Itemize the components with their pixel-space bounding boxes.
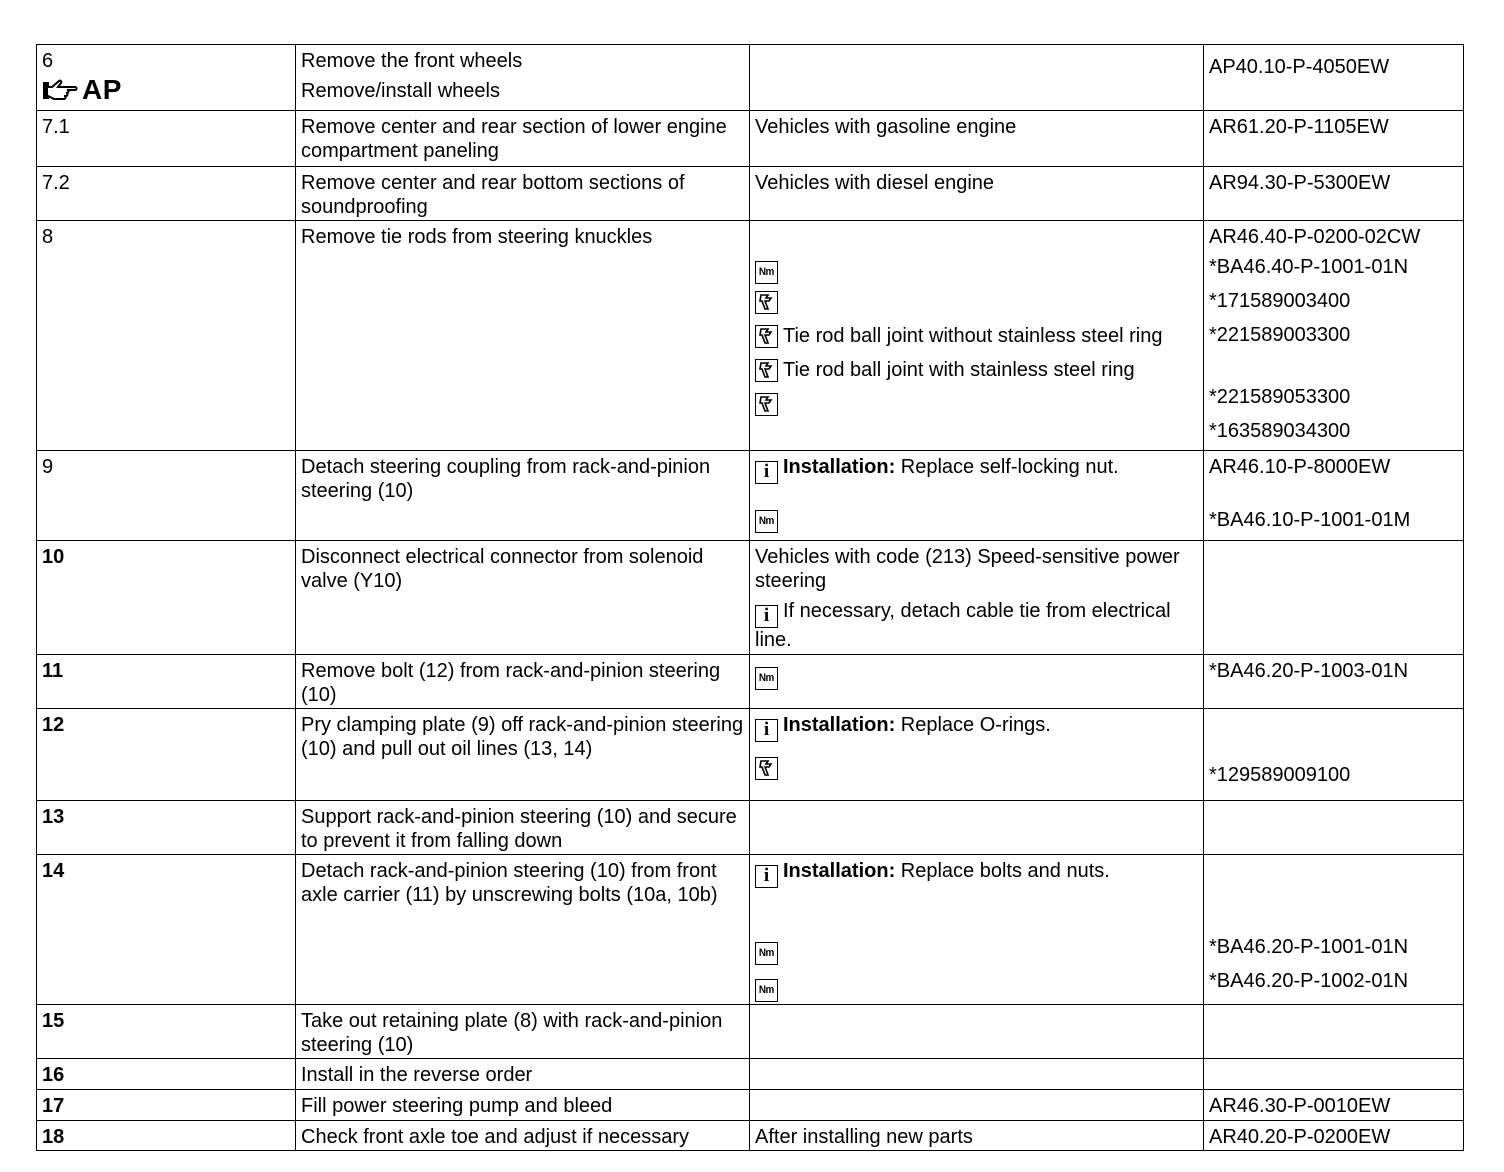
special-tool-icon[interactable] xyxy=(755,359,778,382)
step-number: 7.2 xyxy=(37,167,296,221)
table-row xyxy=(37,1059,1464,1090)
info-icon[interactable]: i xyxy=(755,865,778,888)
note-text: If necessary, detach cable tie from electrical line. xyxy=(755,600,1171,651)
reference-cell xyxy=(1204,801,1464,855)
reference-cell xyxy=(1204,221,1464,451)
reference-link[interactable]: *BA46.40-P-1001-01N xyxy=(1209,256,1409,278)
operation-text: Remove bolt (12) from rack-and-pinion steering (10) xyxy=(296,655,750,709)
step-number: 16 xyxy=(37,1059,296,1090)
reference-link[interactable]: *BA46.20-P-1002-01N xyxy=(1209,970,1409,992)
reference-link[interactable]: *129589009100 xyxy=(1209,764,1351,786)
remark-text: Tie rod ball joint without stainless steel ring xyxy=(783,325,1163,347)
step-cell xyxy=(37,45,296,111)
remark-text: After installing new parts xyxy=(750,1121,1204,1151)
torque-icon[interactable]: Nm xyxy=(755,510,778,533)
remark-cell xyxy=(750,451,1204,541)
reference-link[interactable]: AR46.40-P-0200-02CW xyxy=(1209,226,1421,248)
operation-cell xyxy=(296,45,750,111)
info-icon[interactable]: i xyxy=(755,719,778,742)
table-row xyxy=(37,1005,1464,1059)
table-row xyxy=(37,541,1464,655)
remark-cell xyxy=(750,221,1204,451)
reference-link[interactable]: *BA46.20-P-1001-01N xyxy=(1209,936,1409,958)
ap-label: AP xyxy=(82,74,122,105)
installation-text: Replace O-rings. xyxy=(900,714,1051,736)
installation-text: Replace self-locking nut. xyxy=(900,456,1119,478)
reference-cell xyxy=(1204,1059,1464,1090)
step-number: 12 xyxy=(37,709,296,801)
operation-text: Remove center and rear bottom sections of soundproofing xyxy=(296,167,750,221)
table-row xyxy=(37,167,1464,221)
reference-cell xyxy=(1204,709,1464,801)
reference-link[interactable]: *171589003400 xyxy=(1209,290,1351,312)
reference-link[interactable]: *221589003300 xyxy=(1209,324,1351,346)
installation-text: Replace bolts and nuts. xyxy=(900,860,1110,882)
special-tool-icon[interactable] xyxy=(755,757,778,780)
remark-cell xyxy=(750,655,1204,709)
info-icon[interactable]: i xyxy=(755,461,778,484)
step-number: 10 xyxy=(37,541,296,655)
reference-link[interactable]: *221589053300 xyxy=(1209,386,1351,408)
remark-text: Tie rod ball joint with stainless steel ring xyxy=(783,359,1135,381)
special-tool-icon[interactable] xyxy=(755,325,778,348)
operation-text: Remove the front wheels xyxy=(301,50,523,72)
operation-text: Remove center and rear section of lower engine compartment paneling xyxy=(296,111,750,167)
operation-text: Pry clamping plate (9) off rack-and-pinion steering (10) and pull out oil lines (13, 14) xyxy=(296,709,750,801)
remark-cell xyxy=(750,801,1204,855)
special-tool-icon[interactable] xyxy=(755,291,778,314)
installation-label: Installation: xyxy=(783,860,896,882)
step-number: 15 xyxy=(37,1005,296,1059)
step-number: 18 xyxy=(37,1121,296,1151)
torque-icon[interactable]: Nm xyxy=(755,667,778,690)
remark-cell xyxy=(750,541,1204,655)
reference-cell xyxy=(1204,855,1464,1005)
remark-text: Vehicles with diesel engine xyxy=(750,167,1204,221)
table-row xyxy=(37,1090,1464,1121)
operation-text: Detach steering coupling from rack-and-pinion steering (10) xyxy=(296,451,750,541)
remark-text: Vehicles with code (213) Speed-sensitive power steering xyxy=(755,546,1180,592)
reference-link[interactable]: AR46.10-P-8000EW xyxy=(1209,456,1391,478)
reference-cell xyxy=(1204,1005,1464,1059)
table-row xyxy=(37,709,1464,801)
step-number: 13 xyxy=(37,801,296,855)
table-row xyxy=(37,855,1464,1005)
operation-text: Support rack-and-pinion steering (10) and secure to prevent it from falling down xyxy=(296,801,750,855)
procedure-table xyxy=(36,44,1464,1151)
remark-cell xyxy=(750,855,1204,1005)
reference-cell xyxy=(1204,45,1464,111)
step-number: 8 xyxy=(37,221,296,451)
remark-text: Vehicles with gasoline engine xyxy=(750,111,1204,167)
table-row xyxy=(37,221,1464,451)
reference-link[interactable]: AP40.10-P-4050EW xyxy=(1209,56,1390,78)
table-row xyxy=(37,451,1464,541)
reference-link[interactable]: AR61.20-P-1105EW xyxy=(1204,111,1464,167)
installation-label: Installation: xyxy=(783,456,896,478)
pointing-hand-icon xyxy=(42,78,78,102)
table-row xyxy=(37,45,1464,111)
reference-link[interactable]: *BA46.10-P-1001-01M xyxy=(1209,509,1411,531)
table-row xyxy=(37,655,1464,709)
step-number: 11 xyxy=(37,655,296,709)
torque-icon[interactable]: Nm xyxy=(755,261,778,284)
remark-cell xyxy=(750,45,1204,111)
reference-link[interactable]: *163589034300 xyxy=(1209,420,1351,442)
step-number: 14 xyxy=(37,855,296,1005)
reference-link[interactable]: AR40.20-P-0200EW xyxy=(1204,1121,1464,1151)
remark-cell xyxy=(750,709,1204,801)
operation-text: Check front axle toe and adjust if necessary xyxy=(296,1121,750,1151)
remark-text xyxy=(750,1090,1204,1121)
torque-icon[interactable]: Nm xyxy=(755,942,778,965)
remark-cell xyxy=(750,1059,1204,1090)
step-number: 6 xyxy=(42,50,54,72)
table-row xyxy=(37,801,1464,855)
procedure-table-container xyxy=(36,44,1463,1151)
reference-link[interactable]: AR94.30-P-5300EW xyxy=(1204,167,1464,221)
operation-text: Disconnect electrical connector from solenoid valve (Y10) xyxy=(296,541,750,655)
step-number: 7.1 xyxy=(37,111,296,167)
reference-cell xyxy=(1204,541,1464,655)
reference-link[interactable]: *BA46.20-P-1003-01N xyxy=(1204,655,1464,709)
step-number: 17 xyxy=(37,1090,296,1121)
reference-cell xyxy=(1204,451,1464,541)
torque-icon[interactable]: Nm xyxy=(755,979,778,1002)
table-row xyxy=(37,111,1464,167)
ap-reference xyxy=(42,75,290,105)
operation-text: Take out retaining plate (8) with rack-and-pinion steering (10) xyxy=(296,1005,750,1059)
operation-text: Fill power steering pump and bleed xyxy=(296,1090,750,1121)
operation-text: Detach rack-and-pinion steering (10) from front axle carrier (11) by unscrewing bolts (10a, 10b) xyxy=(296,855,750,1005)
remark-cell xyxy=(750,1005,1204,1059)
operation-text: Remove tie rods from steering knuckles xyxy=(296,221,750,451)
reference-link[interactable]: AR46.30-P-0010EW xyxy=(1204,1090,1464,1121)
operation-text: Install in the reverse order xyxy=(296,1059,750,1090)
step-number: 9 xyxy=(37,451,296,541)
operation-text: Remove/install wheels xyxy=(301,80,500,102)
installation-label: Installation: xyxy=(783,714,896,736)
special-tool-icon[interactable] xyxy=(755,393,778,416)
table-row xyxy=(37,1121,1464,1151)
info-icon[interactable]: i xyxy=(755,605,778,628)
